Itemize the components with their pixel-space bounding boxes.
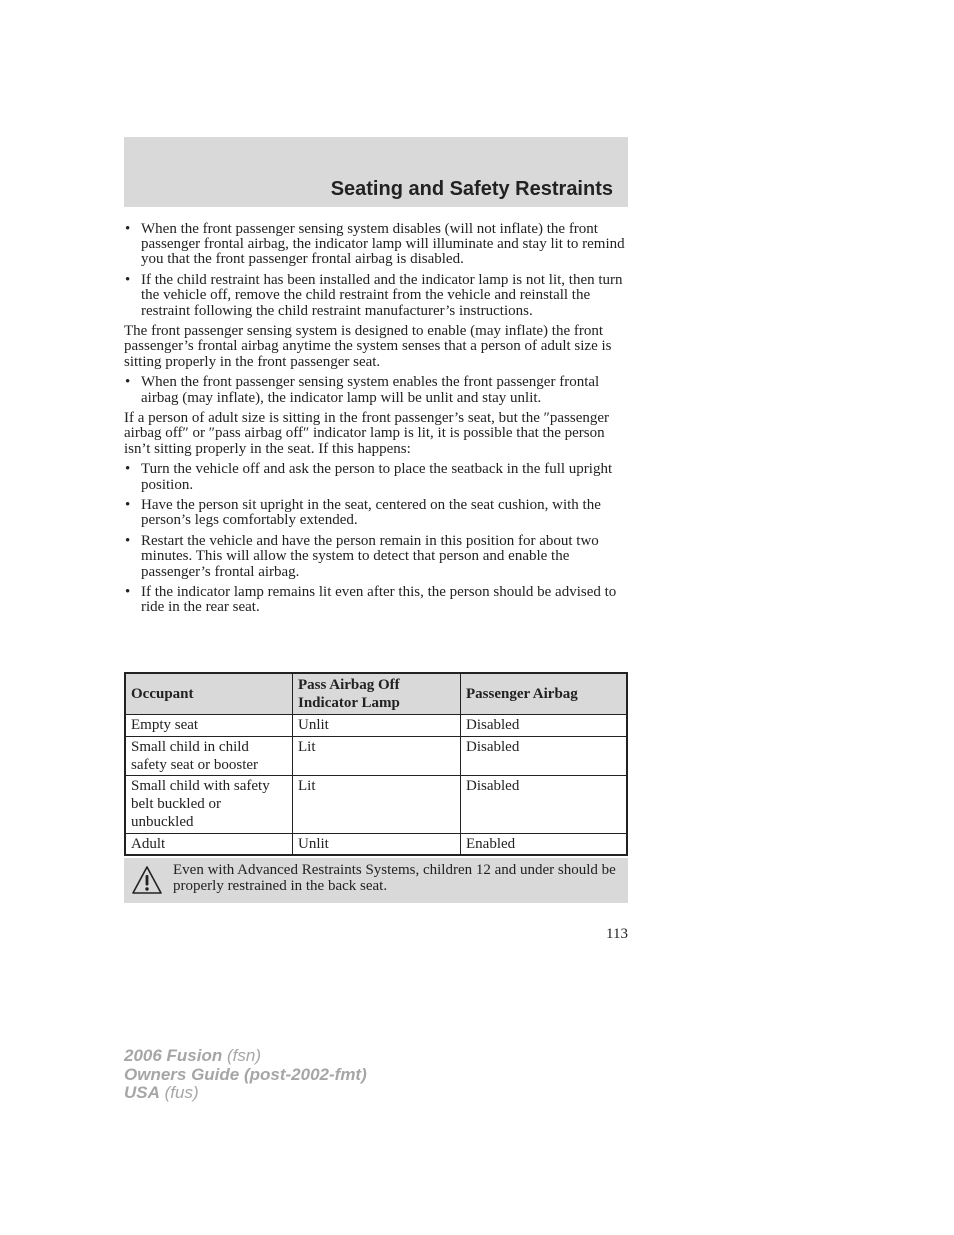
footer-line [124, 1047, 367, 1066]
footer-line [124, 1066, 367, 1085]
document-footer [124, 1047, 367, 1103]
warning-triangle-icon [131, 865, 163, 895]
table-cell: Adult [125, 833, 293, 855]
table-cell: Lit [293, 776, 461, 834]
bullet-item [124, 585, 628, 615]
bullet-symbol: • [125, 374, 131, 391]
table-header-row [125, 673, 627, 715]
table-cell: Unlit [293, 715, 461, 736]
table-cell: Disabled [461, 736, 628, 775]
footer-model: 2006 Fusion [124, 1046, 223, 1065]
bullet-symbol: • [125, 584, 131, 601]
bullet-item [124, 462, 628, 492]
bullet-text: If the indicator lamp remains lit even after this, the person should be advised to ride in the rear seat. [141, 584, 617, 616]
bullet-item [124, 273, 628, 319]
bullet-item [124, 498, 628, 528]
bullet-symbol: • [125, 497, 131, 514]
table-cell: Small child in child safety seat or booster [125, 736, 293, 775]
table-cell: Unlit [293, 833, 461, 855]
bullet-text: Turn the vehicle off and ask the person to place the seatback in the full upright position. [141, 461, 613, 493]
table-row [125, 833, 627, 855]
paragraph: The front passenger sensing system is designed to enable (may inflate) the front passenger’s frontal airbag anytime the system senses that a person of adult size is sitting properly in the front passenger seat. [124, 323, 612, 370]
table-row [125, 736, 627, 775]
page-number: 113 [606, 926, 628, 942]
bullet-symbol: • [125, 221, 131, 237]
table-row [125, 776, 627, 834]
table-row [125, 715, 627, 736]
column-header: Occupant [125, 673, 293, 715]
bullet-text: Restart the vehicle and have the person remain in this position for about two minutes. This will allow the system to detect that person and enable the passenger’s frontal airbag. [141, 533, 599, 580]
section-title: Seating and Safety Restraints [330, 178, 613, 200]
table-cell: Lit [293, 736, 461, 775]
table-cell: Disabled [461, 715, 628, 736]
footer-line [124, 1084, 367, 1103]
footer-code: (fsn) [222, 1046, 261, 1065]
bullet-text: When the front passenger sensing system enables the front passenger frontal airbag (may inflate), the indicator lamp will be unlit and stay unlit. [141, 374, 600, 406]
bullet-text: Have the person sit upright in the seat, centered on the seat cushion, with the person’s legs comfortably extended. [141, 497, 601, 529]
section-header-band [124, 137, 628, 207]
footer-market: USA [124, 1083, 160, 1102]
column-header: Pass Airbag Off Indicator Lamp [293, 673, 461, 715]
bullet-symbol: • [125, 533, 131, 550]
warning-box [124, 858, 628, 903]
table-cell: Small child with safety belt buckled or unbuckled [125, 776, 293, 834]
bullet-item [124, 534, 628, 580]
column-header: Passenger Airbag [461, 673, 628, 715]
footer-guide: Owners Guide (post-2002-fmt) [124, 1064, 367, 1084]
bullet-item [124, 375, 628, 405]
footer-code: (fus) [159, 1083, 199, 1102]
bullet-text: If the child restraint has been installed and the indicator lamp is not lit, then turn the vehicle off, remove the child restraint from the vehicle and reinstall the restraint following the child restraint manufacturer’s instructions. [141, 272, 623, 319]
bullet-item [124, 222, 628, 268]
table-cell: Disabled [461, 776, 628, 834]
body-text [124, 222, 628, 621]
occupant-airbag-table [124, 672, 628, 856]
warning-text: Even with Advanced Restraints Systems, children 12 and under should be properly restrained in the back seat. [173, 862, 616, 894]
table-cell: Enabled [461, 833, 628, 855]
paragraph: If a person of adult size is sitting in the front passenger’s seat, but the ″passenger airbag off″ or ″pass airbag off″ indicator lamp is lit, it is possible that the person isn’t sitting properly in the seat. If this happens: [124, 410, 610, 457]
bullet-symbol: • [125, 272, 131, 289]
bullet-symbol: • [125, 461, 131, 478]
table-cell: Empty seat [125, 715, 293, 736]
bullet-text: When the front passenger sensing system disables (will not inflate) the front passenger frontal airbag, the indicator lamp will illuminate and stay lit to remind you that the front passenger frontal airbag is disabled. [141, 221, 625, 268]
